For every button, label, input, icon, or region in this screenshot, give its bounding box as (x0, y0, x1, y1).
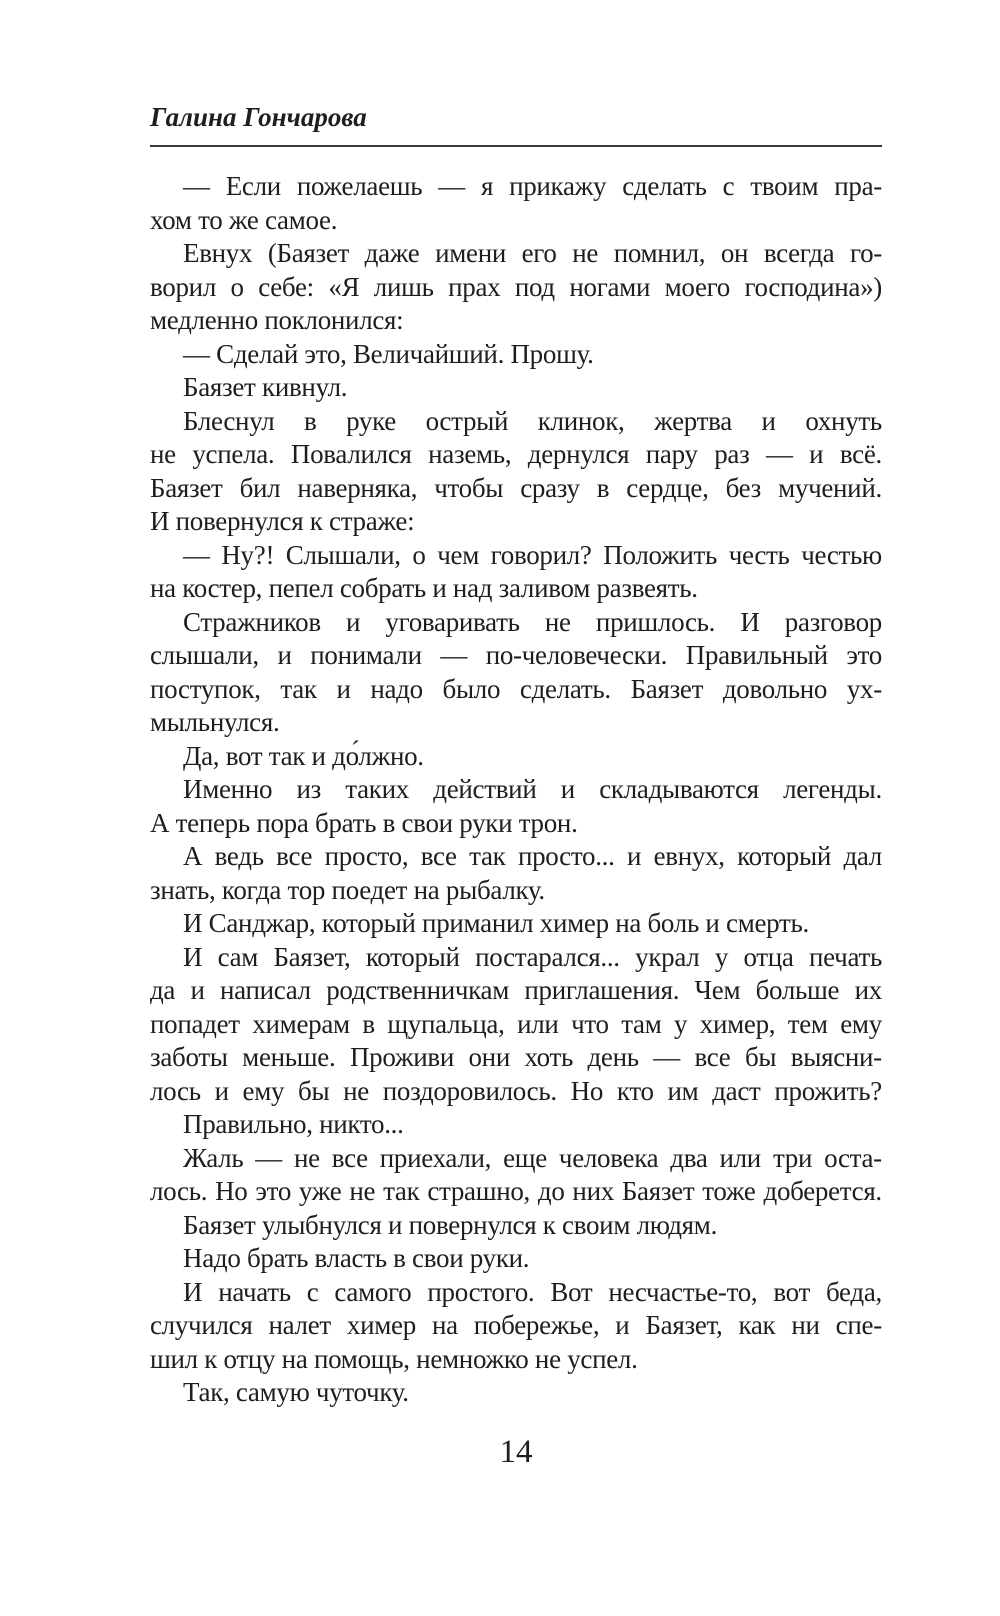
text-line: И начать с самого простого. Вот несчастье-то, вот беда, (183, 1276, 882, 1307)
text-line: Именно из таких действий и складываются легенды. (183, 774, 882, 804)
text-line: Правильно, никто... (183, 1109, 404, 1139)
text-line: Надо брать власть в свои руки. (183, 1243, 530, 1273)
text-line: — Если пожелаешь — я прикажу сделать с твоим пра- (183, 171, 882, 201)
text-line: поступок, так и надо было сделать. Баязет довольно ух- (150, 673, 882, 704)
text-line: И сам Баязет, который постарался... украл у отца печать (183, 941, 882, 972)
text-line: на костер, пепел собрать и над заливом развеять. (150, 573, 698, 603)
text-line: Так, самую чуточку. (183, 1377, 409, 1407)
text-line: И Санджар, который приманил химер на боль и смерть. (183, 908, 809, 938)
text-line: медленно поклонился: (150, 305, 404, 335)
text-line: Да, вот так и до́лжно. (183, 740, 424, 771)
text-line: заботы меньше. Проживи они хоть день — все бы выясни- (150, 1042, 882, 1072)
text-line: слышали, и понимали — по-человечески. Правильный это (150, 640, 882, 670)
text-line: да и написал родственничкам приглашения. Чем больше их (150, 975, 882, 1005)
running-head-author: Галина Гончарова (150, 100, 882, 147)
text-line: Стражников и уговаривать не пришлось. И разговор (183, 606, 882, 637)
text-line: попадет химерам в щупальца, или что там у химер, тем ему (150, 1008, 882, 1039)
text-line: — Ну?! Слышали, о чем говорил? Положить честь честью (183, 539, 882, 570)
text-line: Блеснул в руке острый клинок, жертва и охнуть (183, 405, 882, 436)
text-line: мыльнулся. (150, 707, 280, 737)
text-line: шил к отцу на помощь, немножко не успел. (150, 1343, 638, 1374)
text-line: Баязет бил наверняка, чтобы сразу в сердце, без мучений. (150, 472, 882, 503)
page-number: 14 (499, 1434, 533, 1470)
text-line: — Сделай это, Величайший. Прошу. (183, 338, 594, 369)
text-line: Баязет кивнул. (183, 372, 348, 402)
text-line: лось. Но это уже не так страшно, до них Баязет тоже доберется. (150, 1176, 882, 1206)
text-line: хом то же самое. (150, 204, 338, 235)
text-line: Баязет улыбнулся и повернулся к своим людям. (183, 1209, 718, 1240)
body-text (150, 170, 882, 1410)
text-line: А теперь пора брать в свои руки трон. (150, 807, 578, 838)
text-line: не успела. Повалился наземь, дернулся пару раз — и всё. (150, 439, 882, 469)
text-line: Жаль — не все приехали, еще человека два или три оста- (183, 1142, 882, 1173)
text-line: Евнух (Баязет даже имени его не помнил, он всегда го- (183, 238, 882, 268)
text-line: ворил о себе: «Я лишь прах под ногами моего господина») (150, 271, 882, 302)
text-line: А ведь все просто, все так просто... и евнух, который дал (183, 841, 882, 871)
text-line: лось и ему бы не поздоровилось. Но кто им даст прожить? (150, 1075, 882, 1106)
text-line: случился налет химер на побережье, и Баязет, как ни спе- (150, 1310, 882, 1340)
text-line: И повернулся к страже: (150, 506, 415, 536)
text-line: знать, когда тор поедет на рыбалку. (150, 874, 545, 905)
